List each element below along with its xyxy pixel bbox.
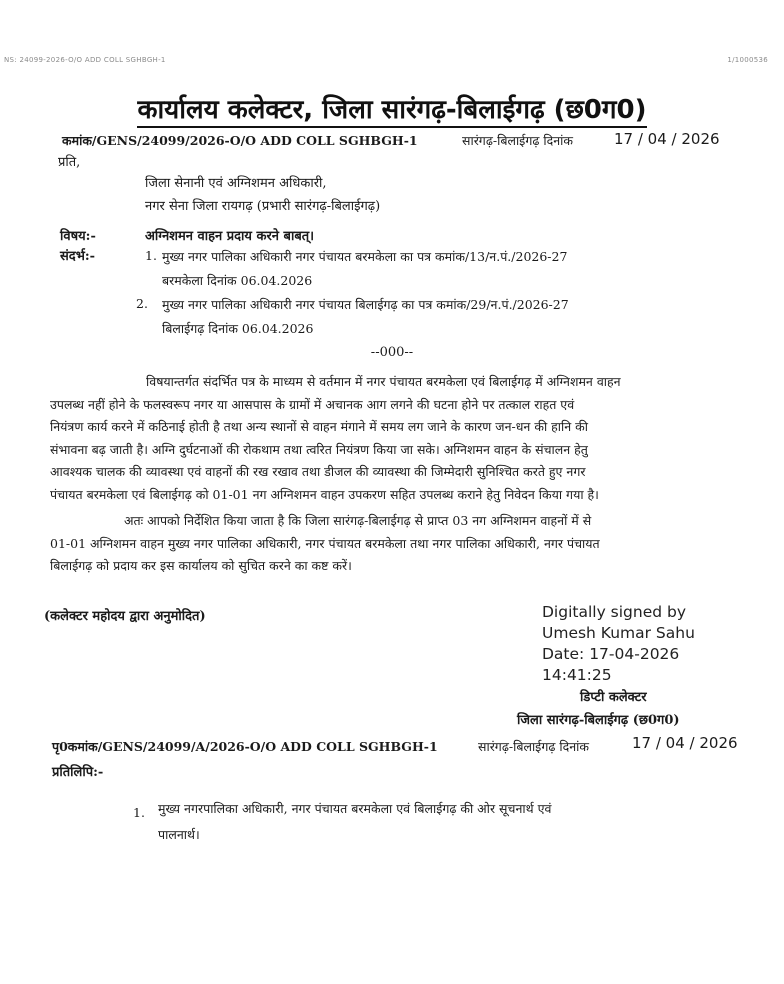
- document-page-id: 1/1000536: [727, 56, 768, 64]
- office-title-text: कार्यालय कलेक्टर, जिला सारंगढ़-बिलाईगढ़ (छ0ग0): [137, 95, 646, 128]
- body-line: उपलब्ध नहीं होने के फलस्वरूप नगर या आसपास के ग्रामों में अचानक आग लगने की घटना होने पर तत्काल राहत एवं: [50, 396, 575, 412]
- reference-label: संदर्भ:-: [60, 249, 96, 264]
- signature-time: 14:41:25: [542, 666, 612, 684]
- body-line: अतः आपको निर्देशित किया जाता है कि जिला सारंगढ़-बिलाईगढ़ से प्राप्त 03 नग अग्निशमन वाहनों में से: [124, 513, 592, 528]
- body-line: बिलाईगढ़ को प्रदाय कर इस कार्यालय को सुचित करने का कष्ट करें।: [50, 558, 352, 573]
- body-line: नियंत्रण कार्य करने में कठिनाई होती है तथा अन्य स्थानों से वाहन मंगाने में समय लग जाने के कारण जन-धन की हानि की: [50, 419, 589, 434]
- to-label: प्रति,: [58, 155, 81, 170]
- letter-number: कमांक/GENS/24099/2026-O/O ADD COLL SGHBGH-1: [62, 133, 418, 148]
- subject-text: अग्निशमन वाहन प्रदाय करने बाबत्।: [145, 229, 315, 244]
- body-line: आवश्यक चालक की व्यावस्था एवं वाहनों की रख रखाव तथा डीजल की व्यावस्था की जिम्मेदारी सुनिश्चित करते हुए नगर: [50, 464, 586, 479]
- document-header-strip: NS: 24099-2026-O/O ADD COLL SGHBGH-1: [4, 56, 166, 64]
- body-line: 01-01 अग्निशमन वाहन मुख्य नगर पालिका अधिकारी, नगर पंचायत बरमकेला तथा नगर पालिका अधिकारी, नगर पंचायत: [50, 535, 600, 551]
- body-paragraph-2: [50, 510, 736, 578]
- recipient-line-1: जिला सेनानी एवं अग्निशमन अधिकारी,: [145, 176, 327, 191]
- endorsement-date: 17 / 04 / 2026: [632, 734, 738, 752]
- signature-date: Date: 17-04-2026: [542, 645, 680, 663]
- copy-item-1-number: 1.: [133, 805, 145, 820]
- recipient-line-2: नगर सेना जिला रायगढ़ (प्रभारी सारंगढ़-बिलाईगढ़): [145, 199, 381, 214]
- reference-2-line-2: बिलाईगढ़ दिनांक 06.04.2026: [162, 321, 314, 336]
- copy-item-1-line-1: मुख्य नगरपालिका अधिकारी, नगर पंचायत बरमकेला एवं बिलाईगढ़ की ओर सूचनार्थ एवं: [158, 801, 552, 816]
- reference-1-line-1: मुख्य नगर पालिका अधिकारी नगर पंचायत बरमकेला का पत्र कमांक/13/न.पं./2026-27: [162, 249, 568, 264]
- subject-label: विषय:-: [60, 229, 96, 244]
- signer-name: Umesh Kumar Sahu: [542, 624, 695, 642]
- endorsement-place-date-label: सारंगढ़-बिलाईगढ़ दिनांक: [478, 739, 590, 754]
- reference-2-number: 2.: [136, 296, 148, 311]
- body-line: पंचायत बरमकेला एवं बिलाईगढ़ को 01-01 नग अग्निशमन वाहन उपकरण सहित उपलब्ध कराने हेतु निवेदन किया गया है।: [50, 486, 599, 502]
- office-title: [0, 90, 784, 126]
- body-line: विषयान्तर्गत संदर्भित पत्र के माध्यम से वर्तमान में नगर पंचायत बरमकेला एवं बिलाईगढ़ में अग्निशमन वाहन: [146, 374, 621, 389]
- endorsement-number: पृ0कमांक/GENS/24099/A/2026-O/O ADD COLL SGHBGH-1: [52, 739, 438, 754]
- letter-date: 17 / 04 / 2026: [614, 130, 720, 148]
- reference-2-line-1: मुख्य नगर पालिका अधिकारी नगर पंचायत बिलाईगढ़ का पत्र कमांक/29/न.पं./2026-27: [162, 297, 569, 312]
- signature-line-1: Digitally signed by: [542, 603, 687, 621]
- place-date-label: सारंगढ़-बिलाईगढ़ दिनांक: [462, 133, 574, 148]
- approval-note: (कलेक्टर महोदय द्वारा अनुमोदित): [44, 609, 206, 624]
- signer-office: जिला सारंगढ़-बिलाईगढ़ (छ0ग0): [517, 713, 680, 728]
- reference-1-line-2: बरमकेला दिनांक 06.04.2026: [162, 273, 313, 288]
- separator: --000--: [370, 345, 414, 360]
- reference-1-number: 1.: [145, 248, 157, 263]
- body-paragraph-1: [50, 371, 736, 506]
- copy-label: प्रतिलिपि:-: [52, 765, 104, 780]
- body-line: संभावना बढ़ जाती है। अग्नि दुर्घटनाओं की रोकथाम तथा त्वरित नियंत्रण किया जा सके। अग्निशमन वाहन के संचालन हेतु: [50, 441, 588, 457]
- digital-signature: [542, 602, 695, 686]
- signer-designation: डिप्टी कलेक्टर: [580, 690, 647, 705]
- copy-item-1-line-2: पालनार्थ।: [158, 827, 200, 842]
